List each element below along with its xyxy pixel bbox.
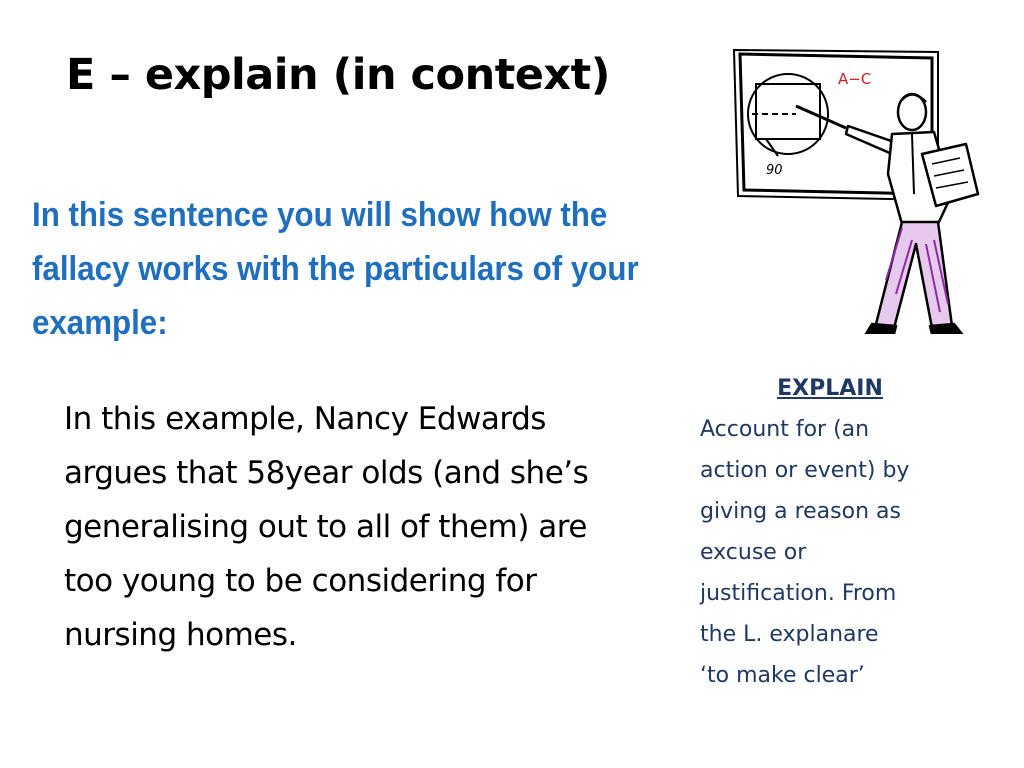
slide-title: E – explain (in context) <box>66 50 610 100</box>
board-formula: A−C <box>838 70 872 88</box>
example-paragraph: In this example, Nancy Edwards argues that 58year olds (and she’s generalising out to all of them) are too young to be considering for nursing homes. <box>64 401 589 653</box>
definition-box <box>700 368 990 696</box>
board-angle-label: 90 <box>766 163 783 178</box>
definition-text: Account for (an action or event) by giving a reason as excuse or justification. From the L. explanare ‘to make clear’ <box>700 417 910 688</box>
slide-subtitle: In this sentence you will show how the fallacy works with the particulars of your example: <box>32 196 639 342</box>
definition-heading: EXPLAIN <box>777 376 883 401</box>
teacher-presenting-clipart <box>726 44 986 334</box>
